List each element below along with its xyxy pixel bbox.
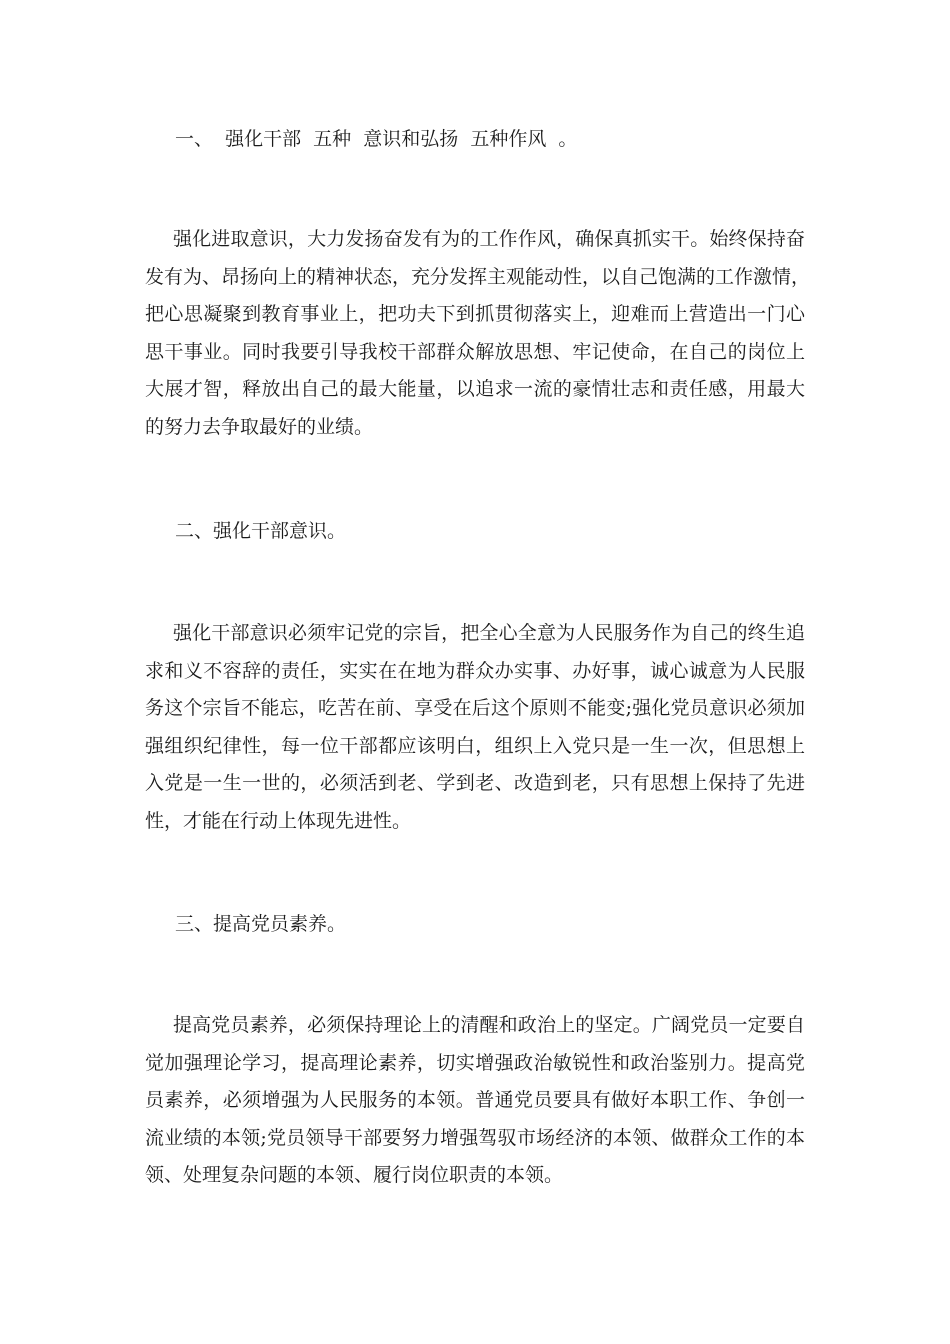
paragraph-line: 入党是一生一世的，必须活到老、学到老、改造到老，只有思想上保持了先进 (145, 772, 805, 794)
section-1-heading: 一、 强化干部 五种 意识和弘扬 五种作风 。 (175, 128, 578, 150)
paragraph-line: 强化干部意识必须牢记党的宗旨，把全心全意为人民服务作为自己的终生追 (173, 622, 805, 644)
paragraph-line: 发有为、昂扬向上的精神状态，充分发挥主观能动性，以自己饱满的工作激情， (145, 265, 811, 288)
paragraph-line: 求和义不容辞的责任，实实在在地为群众办实事、办好事，诚心诚意为人民服 (145, 659, 805, 682)
paragraph-line: 提高党员素养，必须保持理论上的清醒和政治上的坚定。广阔党员一定要自 (173, 1014, 805, 1036)
paragraph-line: 务这个宗旨不能忘，吃苦在前、享受在后这个原则不能变;强化党员意识必须加 (145, 697, 805, 719)
paragraph-line: 思干事业。同时我要引导我校干部群众解放思想、牢记使命，在自己的岗位上 (145, 340, 805, 363)
paragraph-line: 流业绩的本领;党员领导干部要努力增强驾驭市场经济的本领、做群众工作的本 (145, 1126, 805, 1149)
paragraph-line: 性，才能在行动上体现先进性。 (145, 809, 412, 832)
section-1-paragraph (145, 221, 811, 446)
paragraph-line: 大展才智，释放出自己的最大能量，以追求一流的豪情壮志和责任感，用最大 (145, 378, 805, 400)
section-3-paragraph (145, 1007, 805, 1195)
section-2-heading: 二、强化干部意识。 (175, 520, 347, 542)
paragraph-line: 把心思凝聚到教育事业上，把功夫下到抓贯彻落实上，迎难而上营造出一门心 (145, 303, 805, 325)
paragraph-line: 强组织纪律性，每一位干部都应该明白，组织上入党只是一生一次，但思想上 (145, 734, 805, 757)
paragraph-line: 强化进取意识，大力发扬奋发有为的工作作风，确保真抓实干。始终保持奋 (173, 228, 805, 250)
section-2-paragraph (145, 615, 805, 840)
paragraph-line: 员素养，必须增强为人民服务的本领。普通党员要具有做好本职工作、争创一 (145, 1089, 805, 1111)
paragraph-line: 的努力去争取最好的业绩。 (145, 415, 374, 438)
paragraph-line: 领、处理复杂问题的本领、履行岗位职责的本领。 (145, 1164, 564, 1186)
section-3-heading: 三、提高党员素养。 (175, 913, 347, 935)
paragraph-line: 觉加强理论学习，提高理论素养，切实增强政治敏锐性和政治鉴别力。提高党 (145, 1051, 805, 1074)
